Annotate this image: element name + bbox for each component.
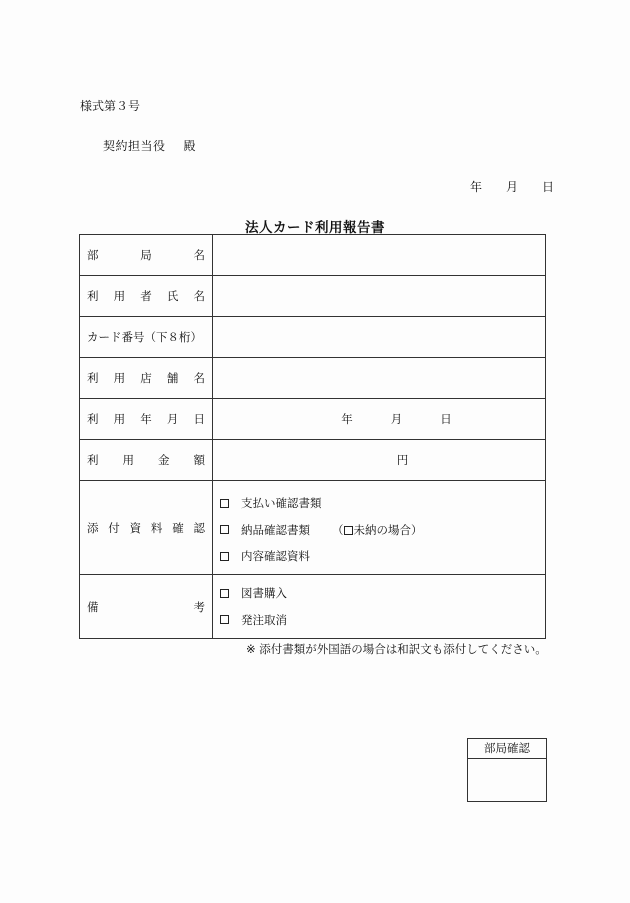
checkbox[interactable] (220, 615, 229, 624)
date-month-label: 月 (506, 180, 519, 194)
label-char: 氏 (166, 289, 179, 303)
label-char: 月 (166, 412, 179, 426)
row-user-name (80, 276, 546, 317)
label-char: 店 (140, 371, 152, 385)
option-label: 支払い確認書類 (241, 496, 322, 510)
label-char: 認 (193, 520, 205, 535)
amount-field[interactable] (213, 440, 546, 481)
date-day-label: 日 (542, 180, 555, 194)
attachment-option-delivery[interactable] (220, 516, 545, 543)
remarks-label (80, 575, 213, 639)
checkbox[interactable] (220, 499, 229, 508)
use-date-field[interactable] (213, 399, 546, 440)
label-char: 料 (150, 520, 163, 535)
user-name-label (80, 276, 213, 317)
row-store-name (80, 358, 546, 399)
use-date-label (80, 399, 213, 440)
note-text: 未納の場合） (353, 522, 423, 537)
attachments-label (80, 481, 213, 575)
label-char: 利 (87, 412, 99, 426)
card-number-label: カード番号（下８桁） (80, 317, 213, 358)
label-char: 日 (193, 412, 205, 426)
label-char: 利 (87, 371, 99, 385)
department-field[interactable] (213, 235, 546, 276)
card-number-field[interactable] (213, 317, 546, 358)
label-char: 金 (158, 453, 170, 467)
label-char: 名 (193, 289, 205, 303)
checkbox[interactable] (220, 552, 229, 561)
label-char: 用 (113, 412, 126, 426)
addressee-title: 契約担当役 (103, 139, 166, 153)
label-char: 資 (129, 520, 142, 535)
note-paren: （ (332, 522, 344, 537)
remarks-field (213, 575, 546, 639)
confirm-stamp-area[interactable] (468, 759, 546, 803)
attachments-field (213, 481, 546, 575)
attachment-option-payment[interactable] (220, 490, 545, 517)
label-char: 舗 (166, 371, 179, 385)
use-date-year-label: 年 (341, 412, 353, 426)
label-char: 名 (193, 371, 205, 385)
label-char: 名 (193, 248, 205, 262)
honorific: 殿 (183, 139, 197, 153)
use-date-month-label: 月 (390, 412, 403, 426)
checkbox[interactable] (220, 589, 229, 598)
remarks-option-cancel[interactable] (220, 607, 545, 634)
store-name-label (80, 358, 213, 399)
undelivered-checkbox[interactable] (344, 526, 353, 535)
label-char: 局 (140, 248, 152, 262)
label-char: 年 (140, 412, 152, 426)
label-char: 考 (193, 599, 205, 614)
label-char: 付 (108, 520, 120, 535)
checkbox[interactable] (220, 525, 229, 534)
footnote: ※ 添付書類が外国語の場合は和訳文も添付してください。 (246, 642, 547, 656)
date-year-label: 年 (470, 180, 483, 194)
department-label (80, 235, 213, 276)
undelivered-note (332, 522, 423, 538)
label-char: 利 (87, 289, 99, 303)
report-date (470, 178, 554, 195)
report-table (79, 234, 546, 639)
attachment-option-content[interactable] (220, 543, 545, 570)
label-char: 用 (122, 453, 134, 467)
department-confirm-box (467, 738, 547, 802)
row-department (80, 235, 546, 276)
option-label: 内容確認資料 (241, 549, 310, 563)
row-use-date (80, 399, 546, 440)
label-char: 確 (172, 520, 184, 535)
yen-unit: 円 (396, 453, 409, 467)
use-date-day-label: 日 (440, 412, 452, 426)
confirm-label: 部局確認 (468, 739, 546, 759)
option-label: 納品確認書類 (241, 522, 310, 537)
label-char: 額 (193, 453, 205, 467)
row-remarks (80, 575, 546, 639)
label-char: 用 (113, 371, 126, 385)
option-label: 発注取消 (241, 612, 287, 627)
amount-label (80, 440, 213, 481)
user-name-field[interactable] (213, 276, 546, 317)
row-amount (80, 440, 546, 481)
document-title: 法人カード利用報告書 (245, 220, 385, 236)
label-char: 添 (87, 520, 99, 535)
option-label: 図書購入 (241, 586, 287, 601)
form-number: 様式第３号 (80, 99, 141, 113)
addressee (103, 137, 196, 154)
label-char: 部 (87, 248, 99, 262)
store-name-field[interactable] (213, 358, 546, 399)
row-card-number (80, 317, 546, 358)
label-char: 備 (87, 599, 99, 614)
label-char: 利 (87, 453, 99, 467)
row-attachments (80, 481, 546, 575)
label-char: 用 (113, 289, 126, 303)
remarks-option-book[interactable] (220, 580, 545, 607)
label-char: 者 (140, 289, 152, 303)
